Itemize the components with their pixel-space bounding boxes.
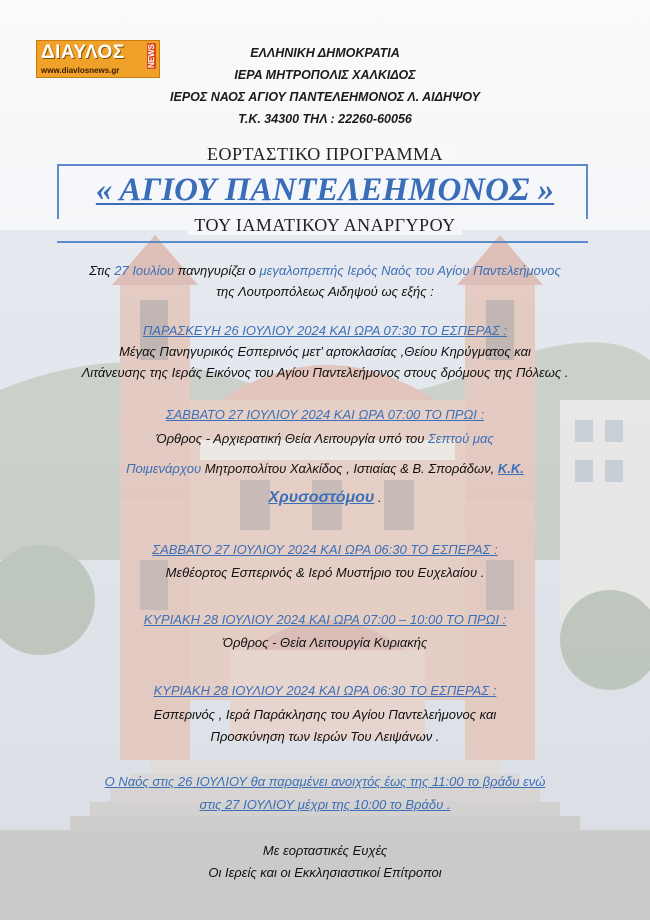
notice-line-1: Ο Ναός στις 26 ΙΟΥΛΙΟΥ θα παραμένει ανοιχτός έως της 11:00 το βράδυ ενώ: [104, 774, 546, 789]
event-2-heading: ΣΑΒΒΑΤΟ 27 ΙΟΥΛΙΟΥ 2024 ΚΑΙ ΩΡΑ 07:00 ΤΟ ΠΡΩΙ :: [165, 407, 485, 422]
event-1-line-2: Λιτάνευσης της Ιεράς Εικόνος του Αγίου Παντελεήμονος στους δρόμους της Πόλεως .: [81, 365, 569, 380]
event-1-heading: ΠΑΡΑΣΚΕΥΗ 26 ΙΟΥΛΙΟΥ 2024 ΚΑΙ ΩΡΑ 07:30 ΤΟ ΕΣΠΕΡΑΣ :: [142, 323, 508, 338]
header-line-4: Τ.Κ. 34300 ΤΗΛ : 22260-60056: [238, 112, 412, 126]
title-main: « ΑΓΙΟΥ ΠΑΝΤΕΛΕΗΜΟΝΟΣ »: [95, 172, 555, 208]
event-2-line-3: Χρυσοστόμου .: [268, 489, 382, 506]
event-4-heading: ΚΥΡΙΑΚΗ 28 ΙΟΥΛΙΟΥ 2024 ΚΑΙ ΩΡΑ 07:00 – 10:00 ΤΟ ΠΡΩΙ :: [143, 612, 507, 627]
event-5-line-1: Εσπερινός , Ιερά Παράκλησης του Αγίου Παντελεήμονος και: [153, 707, 497, 722]
logo-name: ΔΙΑΥΛΟΣ: [41, 42, 125, 63]
header-line-3: ΙΕΡΟΣ ΝΑΟΣ ΑΓΙΟΥ ΠΑΝΤΕΛΕΗΜΟΝΟΣ Λ. ΑΙΔΗΨΟΥ: [170, 90, 480, 104]
title-bottom: ΤΟΥ ΙΑΜΑΤΙΚΟΥ ΑΝΑΡΓΥΡΟΥ: [0, 215, 650, 236]
logo-url: www.diavlosnews.gr: [41, 66, 120, 75]
event-5-heading: ΚΥΡΙΑΚΗ 28 ΙΟΥΛΙΟΥ 2024 ΚΑΙ ΩΡΑ 06:30 ΤΟ ΕΣΠΕΡΑΣ :: [153, 683, 497, 698]
event-5-line-2: Προσκύνηση των Ιερών Του Λειψάνων .: [210, 729, 440, 744]
closing-line-2: Οι Ιερείς και οι Εκκλησιαστικοί Επίτροποι: [208, 865, 442, 880]
event-1-line-1: Μέγας Πανηγυρικός Εσπερινός μετ’ αρτοκλασίας ,Θείου Κηρύγματος και: [119, 344, 531, 359]
event-4-line-1: Όρθρος - Θεία Λειτουργία Κυριακής: [222, 635, 428, 650]
header-line-2: ΙΕΡΑ ΜΗΤΡΟΠΟΛΙΣ ΧΑΛΚΙΔΟΣ: [234, 68, 416, 82]
title-frame-bottom: [57, 241, 588, 243]
notice-line-2: στις 27 ΙΟΥΛΙΟΥ μέχρι της 10:00 το Βράδυ .: [199, 797, 451, 812]
header-line-1: ΕΛΛΗΝΙΚΗ ΔΗΜΟΚΡΑΤΙΑ: [250, 46, 400, 60]
intro-line-1: Στις 27 Ιουλίου πανηγυρίζει ο μεγαλοπρεπής Ιερός Ναός του Αγίου Παντελεήμονος: [89, 263, 561, 278]
event-2-line-1: Όρθρος - Αρχιερατική Θεία Λειτουργία υπό του Σεπτού μας: [156, 431, 494, 446]
logo-badge: NEWS: [147, 44, 156, 68]
event-3-line-1: Μεθέορτος Εσπερινός & Ιερό Μυστήριο του Ευχελαίου .: [165, 565, 485, 580]
intro-line-2: της Λουτροπόλεως Αιδηψού ως εξής :: [216, 284, 434, 299]
event-2-line-2: Ποιμενάρχου Μητροπολίτου Χαλκίδος , Ιστιαίας & Β. Σποράδων, Κ.Κ.: [126, 461, 524, 476]
event-3-heading: ΣΑΒΒΑΤΟ 27 ΙΟΥΛΙΟΥ 2024 ΚΑΙ ΩΡΑ 06:30 ΤΟ ΕΣΠΕΡΑΣ :: [152, 542, 498, 557]
title-top: ΕΟΡΤΑΣΤΙΚΟ ΠΡΟΓΡΑΜΜΑ: [0, 144, 650, 165]
closing-line-1: Με εορταστικές Ευχές: [262, 843, 388, 858]
